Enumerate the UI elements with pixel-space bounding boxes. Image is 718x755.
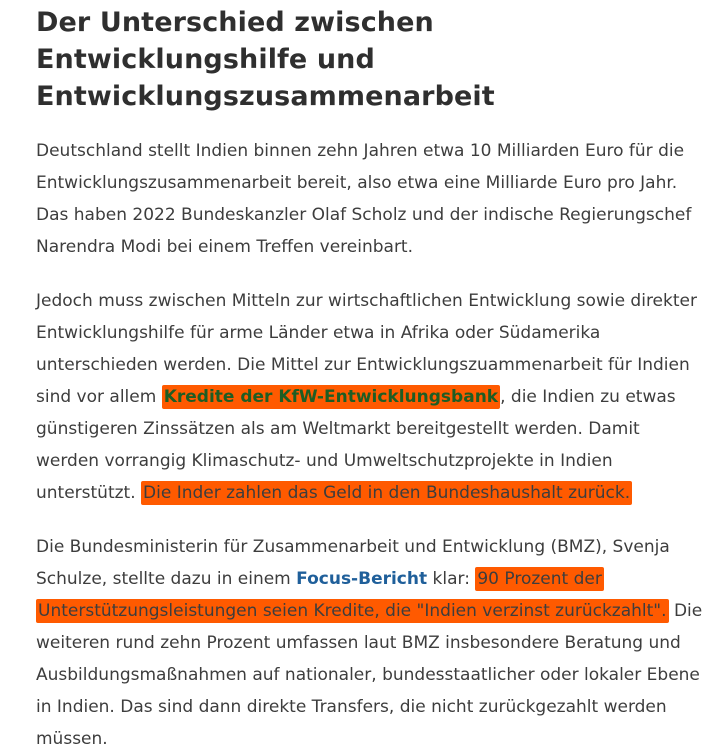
kfw-link[interactable]: Kredite der KfW-Entwicklungsbank	[163, 387, 499, 407]
paragraph-2-text-middle: , die Indien zu etwas günstigeren Zinssätzen als am Weltmarkt bereitgestellt werden. Damit werden vorrangig Klimaschutz- und Umweltschutzprojekte in Indien unterstützt.	[36, 387, 676, 503]
section-heading: Der Unterschied zwischen Entwicklungshilfe und Entwicklungszusammenarbeit	[36, 7, 495, 112]
repayment-highlight: Die Inder zahlen das Geld in den Bundeshaushalt zurück.	[143, 483, 631, 503]
kfw-link-highlight	[162, 385, 500, 409]
paragraph-3-text-rest: Die weiteren rund zehn Prozent umfassen laut BMZ insbesondere Beratung und Ausbildungsmaßnahmen auf nationaler, bundesstaatlicher oder lokaler Ebene in Indien. Das sind dann direkte Transfers, die nicht zurückgezahlt werden müssen.	[36, 601, 703, 749]
paragraph-3	[36, 531, 706, 755]
paragraph-3-text-start: Die Bundesministerin für Zusammenarbeit und Entwicklung (BMZ), Svenja Schulze, stellte dazu in einem	[36, 537, 670, 589]
paragraph-1: Deutschland stellt Indien binnen zehn Jahren etwa 10 Milliarden Euro für die Entwicklungszusammenarbeit bereit, also etwa eine Milliarde Euro pro Jahr. Das haben 2022 Bundeskanzler Olaf Scholz und der indische Regierungschef Narendra Modi bei einem Treffen vereinbart.	[36, 141, 692, 257]
paragraph-2-text-start: Jedoch muss zwischen Mitteln zur wirtschaftlichen Entwicklung sowie direkter Entwicklungshilfe für arme Länder etwa in Afrika oder Südamerika unterschieden werden. Die Mittel zur Entwicklungszuammenarbeit für Indien sind vor allem	[36, 291, 697, 407]
credit-quote-highlight: 90 Prozent der Unterstützungsleistungen seien Kredite, die "Indien verzinst zurückzahlt".	[38, 569, 667, 621]
paragraph-2	[36, 285, 706, 509]
focus-report-link[interactable]: Focus-Bericht	[296, 569, 428, 589]
article	[36, 0, 706, 755]
paragraph-3-text-colon: klar:	[427, 569, 476, 589]
